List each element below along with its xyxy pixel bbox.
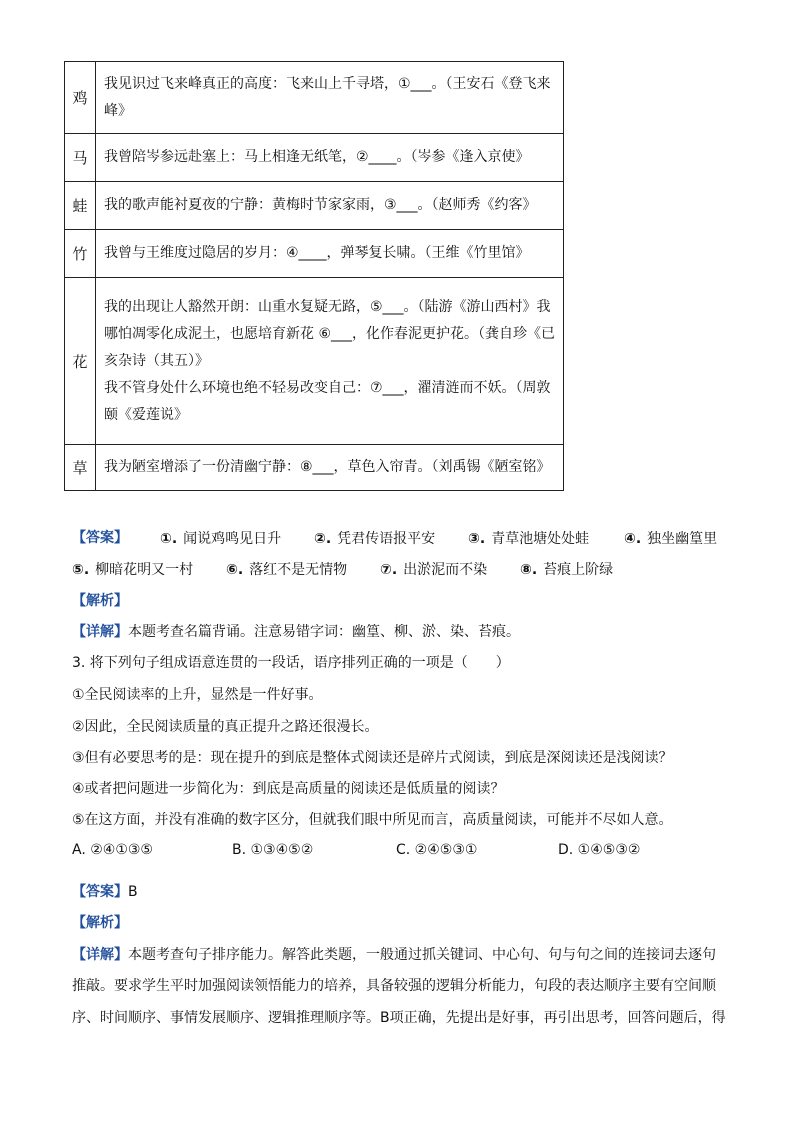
- answer-item: [72, 559, 193, 579]
- answer-num: ④.: [624, 531, 642, 547]
- analysis-tag-line: [72, 591, 128, 611]
- answer-item: [226, 559, 347, 579]
- answer-item: [314, 528, 435, 548]
- analysis3-tag-line: [72, 913, 128, 933]
- answer-text: 凭君传语报平安: [337, 531, 436, 547]
- sentence: ④或者把问题进一步简化为：到底是高质量的阅读还是低质量的阅读？: [72, 781, 505, 797]
- row-key: 花: [65, 278, 96, 445]
- answer-num: ①.: [160, 531, 178, 547]
- answer-item: [520, 559, 613, 579]
- answer-text: 闻说鸡鸣见日升: [183, 531, 282, 547]
- answer-num: ⑧.: [520, 562, 538, 578]
- analysis-tag: 【解析】: [72, 915, 128, 931]
- answer-num: ⑦.: [380, 562, 398, 578]
- answer-text: 独坐幽篁里: [647, 531, 718, 547]
- answer-text: 青草池塘处处蛙: [491, 531, 590, 547]
- answer-num: ②.: [314, 531, 332, 547]
- answer3-line: [72, 882, 138, 902]
- row-line: 我的出现让人豁然开朗：山重水复疑无路，⑤___。（陆游《游山西村》我: [104, 298, 551, 315]
- row-text: 我为陋室增添了一份清幽宁静：⑧___，草色入帘青。（刘禹锡《陋室铭》: [96, 445, 564, 491]
- detail-text: 本题考查名篇背诵。注意易错字词：幽篁、柳、淤、染、苔痕。: [128, 624, 520, 640]
- answer-item: [380, 559, 487, 579]
- poem-table: [64, 61, 564, 491]
- row-text: 我见识过飞来峰真正的高度：飞来山上千寻塔，①___。（王安石《登飞来峰》: [96, 62, 564, 134]
- row-key: 马: [65, 134, 96, 182]
- option-c: C. ②④⑤③①: [396, 842, 478, 858]
- analysis3-line: [72, 945, 716, 965]
- detail-tag: 【详解】: [72, 947, 128, 963]
- row-line: 我不管身处什么环境也绝不轻易改变自己：⑦___，濯清涟而不妖。（周敦: [104, 379, 551, 396]
- table-row: [65, 230, 564, 278]
- table-row: [65, 278, 564, 445]
- analysis3-line: 推敲。要求学生平时加强阅读领悟能力的培养，具备较强的逻辑分析能力，句段的表达顺序主要有空间顺: [72, 978, 716, 994]
- answer-item: [468, 528, 589, 548]
- question-stem: 3. 将下列句子组成语意连贯的一段话，语序排列正确的一项是（ ）: [72, 655, 510, 671]
- answer-item: [160, 528, 281, 548]
- row-line: 哪怕凋零化成泥土，也愿培育新花 ⑥___，化作春泥更护花。（龚自珍《已: [104, 325, 555, 342]
- answer-num: ⑤.: [72, 562, 90, 578]
- detail-text: 本题考查句子排序能力。解答此类题，一般通过抓关键词、中心句、句与句之间的连接词去逐句: [128, 947, 716, 963]
- sentence: ⑤在这方面，并没有准确的数字区分，但就我们眼中所见而言，高质量阅读，可能并不尽如人意。: [72, 812, 673, 828]
- answer-tag: 【答案】: [72, 884, 128, 900]
- row-key: 草: [65, 445, 96, 491]
- row-text: 我曾与王维度过隐居的岁月：④____，弹琴复长啸。（王维《竹里馆》: [96, 230, 564, 278]
- row-line: 颐《爱莲说》: [104, 406, 188, 423]
- option-b: B. ①③④⑤②: [232, 842, 314, 858]
- answer-text: 落红不是无情物: [249, 562, 348, 578]
- analysis-detail: [72, 622, 520, 642]
- answer-num: ⑥.: [226, 562, 244, 578]
- row-text: 我的歌声能衬夏夜的宁静：黄梅时节家家雨，③___。（赵师秀《约客》: [96, 182, 564, 230]
- answer-value: B: [128, 884, 138, 900]
- answer-text: 柳暗花明又一村: [95, 562, 194, 578]
- option-a: A. ②④①③⑤: [72, 842, 153, 858]
- row-line: 亥杂诗（其五）》: [104, 352, 209, 369]
- table-row: [65, 62, 564, 134]
- table-row: [65, 445, 564, 491]
- sentence: ①全民阅读率的上升，显然是一件好事。: [72, 687, 323, 703]
- option-d: D. ①④⑤③②: [558, 842, 641, 858]
- row-text: [96, 278, 564, 445]
- row-key: 蛙: [65, 182, 96, 230]
- row-text: 我曾陪岑参远赴塞上：马上相逢无纸笔，②____。（岑参《逢入京使》: [96, 134, 564, 182]
- sentence: ②因此，全民阅读质量的真正提升之路还很漫长。: [72, 719, 379, 735]
- answer-line-1: [72, 528, 128, 548]
- answer-num: ③.: [468, 531, 486, 547]
- table-row: [65, 134, 564, 182]
- table-row: [65, 182, 564, 230]
- row-key: 鸡: [65, 62, 96, 134]
- answer-text: 出淤泥而不染: [403, 562, 488, 578]
- answer-tag: 【答案】: [72, 530, 128, 546]
- answer-text: 苔痕上阶绿: [543, 562, 614, 578]
- analysis3-line: 序、时间顺序、事情发展顺序、逻辑推理顺序等。B项正确，先提出是好事，再引出思考，回答问题后，得: [72, 1010, 726, 1026]
- analysis-tag: 【解析】: [72, 593, 128, 609]
- row-key: 竹: [65, 230, 96, 278]
- answer-item: [624, 528, 717, 548]
- sentence: ③但有必要思考的是：现在提升的到底是整体式阅读还是碎片式阅读，到底是深阅读还是浅阅读？: [72, 750, 673, 766]
- detail-tag: 【详解】: [72, 624, 128, 640]
